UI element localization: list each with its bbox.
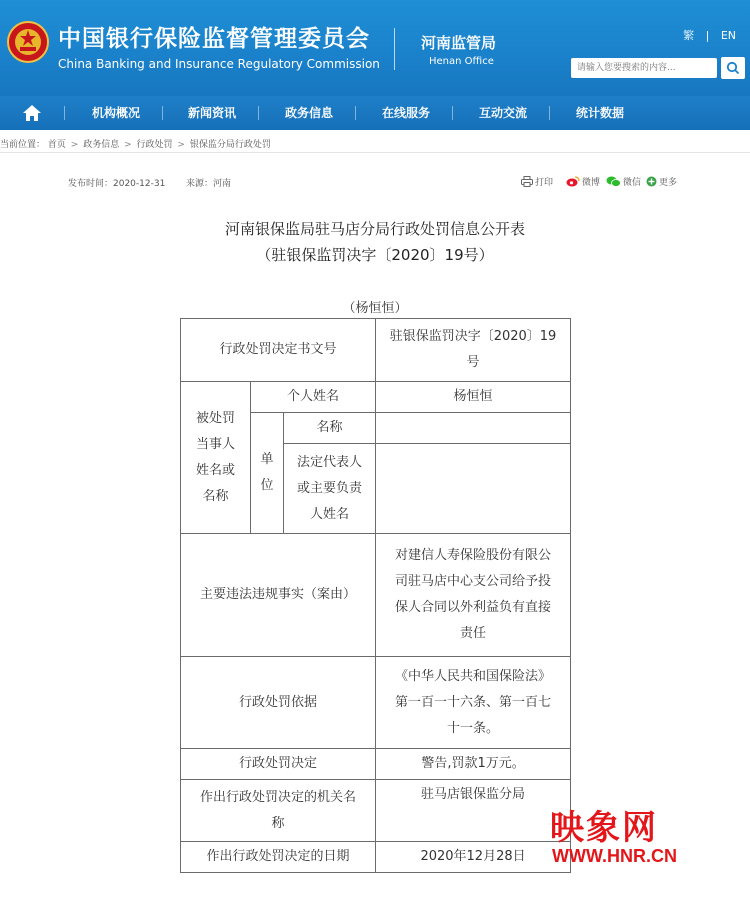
authority-value: 驻马店银保监分局 (376, 780, 571, 842)
breadcrumb-separator: > (177, 140, 185, 150)
party-label-line: 姓名或 (195, 462, 235, 478)
party-label-line: 当事人 (195, 436, 235, 452)
violation-value (376, 534, 571, 657)
decision-label: 行政处罚决定 (181, 749, 376, 780)
violation-value-line: 责任 (460, 626, 487, 641)
penalized-party: （杨恒恒） (342, 301, 408, 316)
nav-item-statistics[interactable]: 统计数据 (575, 106, 624, 120)
violation-value-line: 司驻马店中心支公司给予投 (395, 574, 552, 589)
table-row (181, 657, 571, 749)
wechat-share-button[interactable] (606, 175, 641, 188)
nav-item-interaction[interactable]: 互动交流 (478, 106, 527, 120)
table-row (181, 382, 571, 413)
source: 来源：河南 (186, 179, 232, 189)
doc-no-value-line: 号 (466, 355, 480, 370)
breadcrumb-penalty[interactable]: 行政处罚 (136, 140, 173, 150)
basis-value-line: 十一条。 (447, 720, 500, 736)
office-title-en: Henan Office (429, 56, 494, 67)
site-header (0, 0, 750, 96)
nav-item-news[interactable]: 新闻资讯 (187, 106, 236, 120)
table-row (181, 842, 571, 873)
table-row (181, 749, 571, 780)
print-icon (521, 176, 533, 187)
nav-separator (549, 106, 550, 120)
basis-value (376, 657, 571, 749)
national-emblem-icon (6, 20, 50, 64)
home-icon[interactable] (22, 104, 42, 122)
decision-value: 警告,罚款1万元。 (376, 749, 571, 780)
party-label (181, 382, 251, 534)
breadcrumb-home[interactable]: 首页 (47, 140, 66, 150)
document-title: 河南银保监局驻马店分局行政处罚信息公开表 (224, 220, 525, 238)
legal-rep-label-line: 或主要负责 (297, 480, 363, 496)
breadcrumb-label: 当前位置： (0, 140, 46, 150)
watermark-url: WWW.HNR.CN (552, 846, 677, 866)
nav-separator (452, 106, 453, 120)
breadcrumb-government-info[interactable]: 政务信息 (83, 140, 120, 150)
weibo-label: 微博 (582, 178, 601, 188)
decision-date-label: 作出行政处罚决定的日期 (181, 842, 376, 873)
weibo-icon (566, 176, 580, 187)
top-links-separator: | (705, 29, 710, 42)
watermark-logo-text: 映象网 (550, 808, 658, 848)
basis-value-line: 《中华人民共和国保险法》 (395, 668, 552, 684)
publish-date: 发布时间：2020-12-31 (68, 179, 166, 189)
legal-rep-label (284, 444, 376, 534)
wechat-icon (606, 176, 621, 187)
unit-label (251, 413, 284, 534)
authority-label (181, 780, 376, 842)
more-label: 更多 (659, 178, 678, 188)
basis-value-line: 第一百一十六条、第一百七 (395, 694, 552, 710)
more-share-button[interactable] (646, 175, 677, 188)
print-button[interactable] (521, 175, 553, 188)
breadcrumb-separator: > (70, 140, 79, 150)
violation-label: 主要违法违规事实（案由） (181, 534, 376, 657)
hnr-watermark (548, 800, 718, 875)
site-title-en: China Banking and Insurance Regulatory Commission (58, 57, 380, 71)
top-links (675, 27, 736, 43)
unit-label-line: 单 (260, 452, 274, 467)
personal-name-label: 个人姓名 (251, 382, 376, 413)
nav-item-about[interactable]: 机构概况 (91, 106, 140, 120)
doc-no-value (376, 319, 571, 382)
unit-label-line: 位 (260, 478, 274, 493)
legal-rep-value (376, 444, 571, 534)
nav-separator (162, 106, 163, 120)
breadcrumb-separator: > (124, 140, 132, 150)
search-icon (726, 61, 740, 75)
table-row (181, 780, 571, 842)
search-input[interactable] (571, 58, 717, 78)
nav-item-government-info[interactable]: 政务信息 (284, 106, 333, 120)
violation-value-line: 对建信人寿保险股份有限公 (395, 548, 552, 563)
traditional-chinese-link[interactable]: 繁 (683, 29, 695, 42)
penalty-info-table (180, 318, 571, 873)
decision-date-value: 2020年12月28日 (376, 842, 571, 873)
table-row (181, 534, 571, 657)
breadcrumb-divider (0, 152, 750, 153)
authority-label-line: 作出行政处罚决定的机关名 (200, 789, 357, 805)
nav-separator (258, 106, 259, 120)
legal-rep-label-line: 人姓名 (310, 506, 350, 522)
header-divider (394, 28, 395, 70)
office-title: 河南监管局 (421, 34, 497, 52)
main-nav (0, 96, 750, 130)
party-label-line: 被处罚 (195, 410, 235, 426)
search-button[interactable] (721, 57, 745, 79)
site-title[interactable]: 中国银行保险监督管理委员会 (58, 26, 370, 52)
table-row (181, 319, 571, 382)
authority-label-line: 称 (271, 815, 285, 831)
breadcrumb-branch-penalty[interactable]: 银保监分局行政处罚 (189, 140, 271, 150)
print-label: 打印 (535, 178, 554, 188)
nav-separator (64, 106, 65, 120)
doc-no-label: 行政处罚决定书文号 (181, 319, 376, 382)
weibo-share-button[interactable] (566, 175, 600, 188)
wechat-label: 微信 (623, 178, 642, 188)
breadcrumb (0, 137, 271, 150)
english-link[interactable]: EN (720, 29, 736, 42)
personal-name-value: 杨恒恒 (376, 382, 571, 413)
violation-value-line: 保人合同以外利益负有直接 (395, 600, 552, 615)
document-number: （驻银保监罚决字〔2020〕19号） (256, 246, 494, 264)
unit-name-label: 名称 (284, 413, 376, 444)
nav-separator (355, 106, 356, 120)
plus-icon (646, 176, 657, 187)
basis-label: 行政处罚依据 (181, 657, 376, 749)
doc-no-value-line: 驻银保监罚决字〔2020〕19 (389, 329, 557, 344)
unit-name-value (376, 413, 571, 444)
party-label-line: 名称 (202, 488, 229, 504)
legal-rep-label-line: 法定代表人 (297, 454, 363, 470)
nav-item-online-service[interactable]: 在线服务 (381, 106, 430, 120)
